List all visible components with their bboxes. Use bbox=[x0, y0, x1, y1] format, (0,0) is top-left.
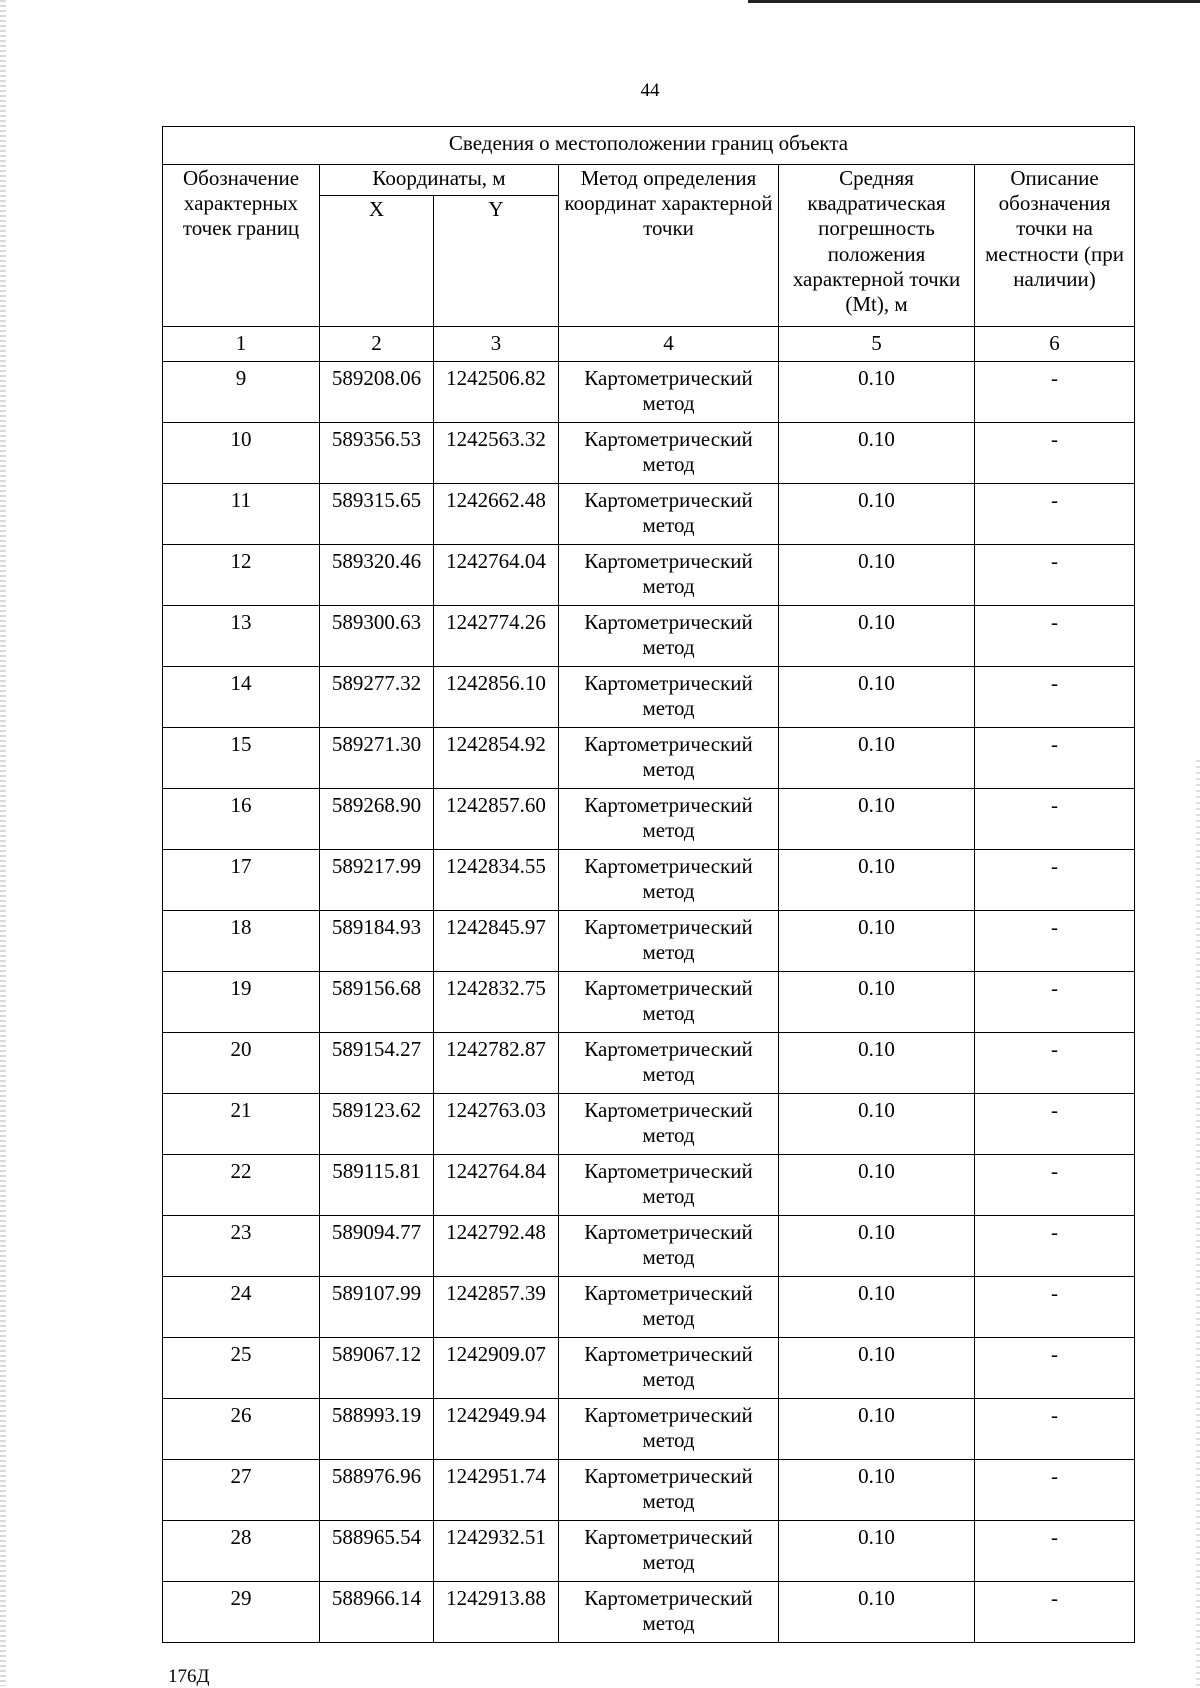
cell-method: Картометрический метод bbox=[559, 1338, 779, 1399]
page-number: 44 bbox=[640, 80, 660, 101]
cell-method: Картометрический метод bbox=[559, 1460, 779, 1521]
cell-y: 1242845.97 bbox=[434, 911, 559, 972]
table-row bbox=[163, 362, 1135, 423]
cell-error: 0.10 bbox=[779, 850, 975, 911]
table-row bbox=[163, 1460, 1135, 1521]
cell-y: 1242763.03 bbox=[434, 1094, 559, 1155]
cell-y: 1242834.55 bbox=[434, 850, 559, 911]
cell-point: 17 bbox=[163, 850, 320, 911]
cell-y: 1242913.88 bbox=[434, 1582, 559, 1643]
table-row bbox=[163, 1582, 1135, 1643]
cell-error: 0.10 bbox=[779, 1216, 975, 1277]
cell-y: 1242949.94 bbox=[434, 1399, 559, 1460]
boundary-coordinates-table bbox=[162, 126, 1135, 1643]
cell-description: - bbox=[975, 1521, 1135, 1582]
cell-description: - bbox=[975, 972, 1135, 1033]
cell-point: 29 bbox=[163, 1582, 320, 1643]
cell-description: - bbox=[975, 667, 1135, 728]
table-row bbox=[163, 911, 1135, 972]
cell-point: 19 bbox=[163, 972, 320, 1033]
cell-point: 26 bbox=[163, 1399, 320, 1460]
column-number: 4 bbox=[559, 327, 779, 362]
cell-x: 589208.06 bbox=[320, 362, 434, 423]
cell-error: 0.10 bbox=[779, 545, 975, 606]
cell-error: 0.10 bbox=[779, 484, 975, 545]
cell-y: 1242909.07 bbox=[434, 1338, 559, 1399]
cell-method: Картометрический метод bbox=[559, 911, 779, 972]
cell-y: 1242563.32 bbox=[434, 423, 559, 484]
cell-y: 1242857.39 bbox=[434, 1277, 559, 1338]
cell-point: 18 bbox=[163, 911, 320, 972]
table-row bbox=[163, 1155, 1135, 1216]
cell-error: 0.10 bbox=[779, 1094, 975, 1155]
cell-method: Картометрический метод bbox=[559, 1399, 779, 1460]
cell-point: 21 bbox=[163, 1094, 320, 1155]
cell-x: 588966.14 bbox=[320, 1582, 434, 1643]
cell-y: 1242832.75 bbox=[434, 972, 559, 1033]
header-method: Метод определения координат характерной точки bbox=[559, 165, 779, 327]
cell-error: 0.10 bbox=[779, 1460, 975, 1521]
cell-error: 0.10 bbox=[779, 728, 975, 789]
cell-y: 1242662.48 bbox=[434, 484, 559, 545]
cell-x: 589320.46 bbox=[320, 545, 434, 606]
cell-x: 589094.77 bbox=[320, 1216, 434, 1277]
cell-y: 1242792.48 bbox=[434, 1216, 559, 1277]
cell-description: - bbox=[975, 1155, 1135, 1216]
table-row bbox=[163, 1216, 1135, 1277]
cell-error: 0.10 bbox=[779, 911, 975, 972]
cell-x: 589271.30 bbox=[320, 728, 434, 789]
cell-point: 12 bbox=[163, 545, 320, 606]
header-y: Y bbox=[434, 196, 559, 327]
cell-x: 589107.99 bbox=[320, 1277, 434, 1338]
cell-method: Картометрический метод bbox=[559, 1216, 779, 1277]
cell-y: 1242951.74 bbox=[434, 1460, 559, 1521]
column-number: 3 bbox=[434, 327, 559, 362]
cell-description: - bbox=[975, 1277, 1135, 1338]
cell-x: 589300.63 bbox=[320, 606, 434, 667]
cell-method: Картометрический метод bbox=[559, 545, 779, 606]
cell-method: Картометрический метод bbox=[559, 1033, 779, 1094]
column-number-row bbox=[163, 327, 1135, 362]
cell-error: 0.10 bbox=[779, 1338, 975, 1399]
cell-y: 1242854.92 bbox=[434, 728, 559, 789]
cell-method: Картометрический метод bbox=[559, 1155, 779, 1216]
cell-x: 589268.90 bbox=[320, 789, 434, 850]
cell-method: Картометрический метод bbox=[559, 972, 779, 1033]
cell-error: 0.10 bbox=[779, 1033, 975, 1094]
cell-method: Картометрический метод bbox=[559, 606, 779, 667]
cell-method: Картометрический метод bbox=[559, 1582, 779, 1643]
document-code: 176Д bbox=[168, 1666, 210, 1687]
cell-description: - bbox=[975, 789, 1135, 850]
scan-edge-left bbox=[0, 0, 6, 1686]
cell-description: - bbox=[975, 728, 1135, 789]
cell-description: - bbox=[975, 1216, 1135, 1277]
cell-point: 27 bbox=[163, 1460, 320, 1521]
cell-point: 28 bbox=[163, 1521, 320, 1582]
cell-method: Картометрический метод bbox=[559, 1277, 779, 1338]
table-row bbox=[163, 1521, 1135, 1582]
header-error: Средняя квадратическая погрешность положения характерной точки (Mt), м bbox=[779, 165, 975, 327]
cell-point: 16 bbox=[163, 789, 320, 850]
table-row bbox=[163, 1094, 1135, 1155]
cell-error: 0.10 bbox=[779, 667, 975, 728]
cell-description: - bbox=[975, 545, 1135, 606]
cell-method: Картометрический метод bbox=[559, 423, 779, 484]
cell-error: 0.10 bbox=[779, 789, 975, 850]
cell-y: 1242932.51 bbox=[434, 1521, 559, 1582]
cell-x: 589123.62 bbox=[320, 1094, 434, 1155]
cell-description: - bbox=[975, 1094, 1135, 1155]
cell-description: - bbox=[975, 1582, 1135, 1643]
cell-x: 589277.32 bbox=[320, 667, 434, 728]
cell-x: 589217.99 bbox=[320, 850, 434, 911]
cell-description: - bbox=[975, 484, 1135, 545]
cell-description: - bbox=[975, 1399, 1135, 1460]
cell-error: 0.10 bbox=[779, 1399, 975, 1460]
column-number: 6 bbox=[975, 327, 1135, 362]
cell-x: 588993.19 bbox=[320, 1399, 434, 1460]
cell-description: - bbox=[975, 1033, 1135, 1094]
cell-y: 1242506.82 bbox=[434, 362, 559, 423]
cell-y: 1242857.60 bbox=[434, 789, 559, 850]
column-number: 1 bbox=[163, 327, 320, 362]
column-number: 5 bbox=[779, 327, 975, 362]
cell-method: Картометрический метод bbox=[559, 728, 779, 789]
table-row bbox=[163, 1277, 1135, 1338]
cell-method: Картометрический метод bbox=[559, 1521, 779, 1582]
cell-method: Картометрический метод bbox=[559, 850, 779, 911]
cell-point: 25 bbox=[163, 1338, 320, 1399]
cell-error: 0.10 bbox=[779, 1277, 975, 1338]
cell-y: 1242856.10 bbox=[434, 667, 559, 728]
cell-point: 11 bbox=[163, 484, 320, 545]
header-description: Описание обозначения точки на местности (при наличии) bbox=[975, 165, 1135, 327]
cell-description: - bbox=[975, 911, 1135, 972]
cell-description: - bbox=[975, 1460, 1135, 1521]
cell-point: 14 bbox=[163, 667, 320, 728]
cell-description: - bbox=[975, 850, 1135, 911]
cell-x: 589356.53 bbox=[320, 423, 434, 484]
cell-x: 589156.68 bbox=[320, 972, 434, 1033]
cell-x: 589184.93 bbox=[320, 911, 434, 972]
cell-error: 0.10 bbox=[779, 423, 975, 484]
table-row bbox=[163, 423, 1135, 484]
cell-y: 1242774.26 bbox=[434, 606, 559, 667]
cell-x: 589115.81 bbox=[320, 1155, 434, 1216]
cell-error: 0.10 bbox=[779, 606, 975, 667]
cell-x: 589154.27 bbox=[320, 1033, 434, 1094]
cell-point: 10 bbox=[163, 423, 320, 484]
cell-point: 22 bbox=[163, 1155, 320, 1216]
table-row bbox=[163, 789, 1135, 850]
cell-error: 0.10 bbox=[779, 972, 975, 1033]
cell-description: - bbox=[975, 362, 1135, 423]
table-row bbox=[163, 606, 1135, 667]
table-row bbox=[163, 850, 1135, 911]
table-row bbox=[163, 484, 1135, 545]
cell-error: 0.10 bbox=[779, 362, 975, 423]
table-row bbox=[163, 1338, 1135, 1399]
cell-point: 23 bbox=[163, 1216, 320, 1277]
cell-y: 1242764.84 bbox=[434, 1155, 559, 1216]
header-coordinates: Координаты, м bbox=[320, 165, 559, 196]
cell-method: Картометрический метод bbox=[559, 1094, 779, 1155]
table-row bbox=[163, 1033, 1135, 1094]
column-number: 2 bbox=[320, 327, 434, 362]
cell-error: 0.10 bbox=[779, 1521, 975, 1582]
cell-point: 24 bbox=[163, 1277, 320, 1338]
cell-error: 0.10 bbox=[779, 1155, 975, 1216]
table-title: Сведения о местоположении границ объекта bbox=[163, 127, 1135, 165]
header-point: Обозначение характерных точек границ bbox=[163, 165, 320, 327]
table-row bbox=[163, 545, 1135, 606]
header-x: X bbox=[320, 196, 434, 327]
cell-description: - bbox=[975, 1338, 1135, 1399]
cell-point: 13 bbox=[163, 606, 320, 667]
cell-point: 15 bbox=[163, 728, 320, 789]
cell-method: Картометрический метод bbox=[559, 667, 779, 728]
cell-description: - bbox=[975, 606, 1135, 667]
table-row bbox=[163, 1399, 1135, 1460]
cell-method: Картометрический метод bbox=[559, 789, 779, 850]
table-row bbox=[163, 728, 1135, 789]
cell-error: 0.10 bbox=[779, 1582, 975, 1643]
cell-x: 588965.54 bbox=[320, 1521, 434, 1582]
table-row bbox=[163, 972, 1135, 1033]
cell-x: 589315.65 bbox=[320, 484, 434, 545]
cell-method: Картометрический метод bbox=[559, 362, 779, 423]
cell-point: 20 bbox=[163, 1033, 320, 1094]
top-border-line bbox=[748, 0, 1200, 3]
cell-point: 9 bbox=[163, 362, 320, 423]
cell-method: Картометрический метод bbox=[559, 484, 779, 545]
cell-x: 588976.96 bbox=[320, 1460, 434, 1521]
cell-y: 1242764.04 bbox=[434, 545, 559, 606]
cell-x: 589067.12 bbox=[320, 1338, 434, 1399]
scan-edge-right bbox=[1196, 760, 1200, 1686]
cell-description: - bbox=[975, 423, 1135, 484]
cell-y: 1242782.87 bbox=[434, 1033, 559, 1094]
table-row bbox=[163, 667, 1135, 728]
